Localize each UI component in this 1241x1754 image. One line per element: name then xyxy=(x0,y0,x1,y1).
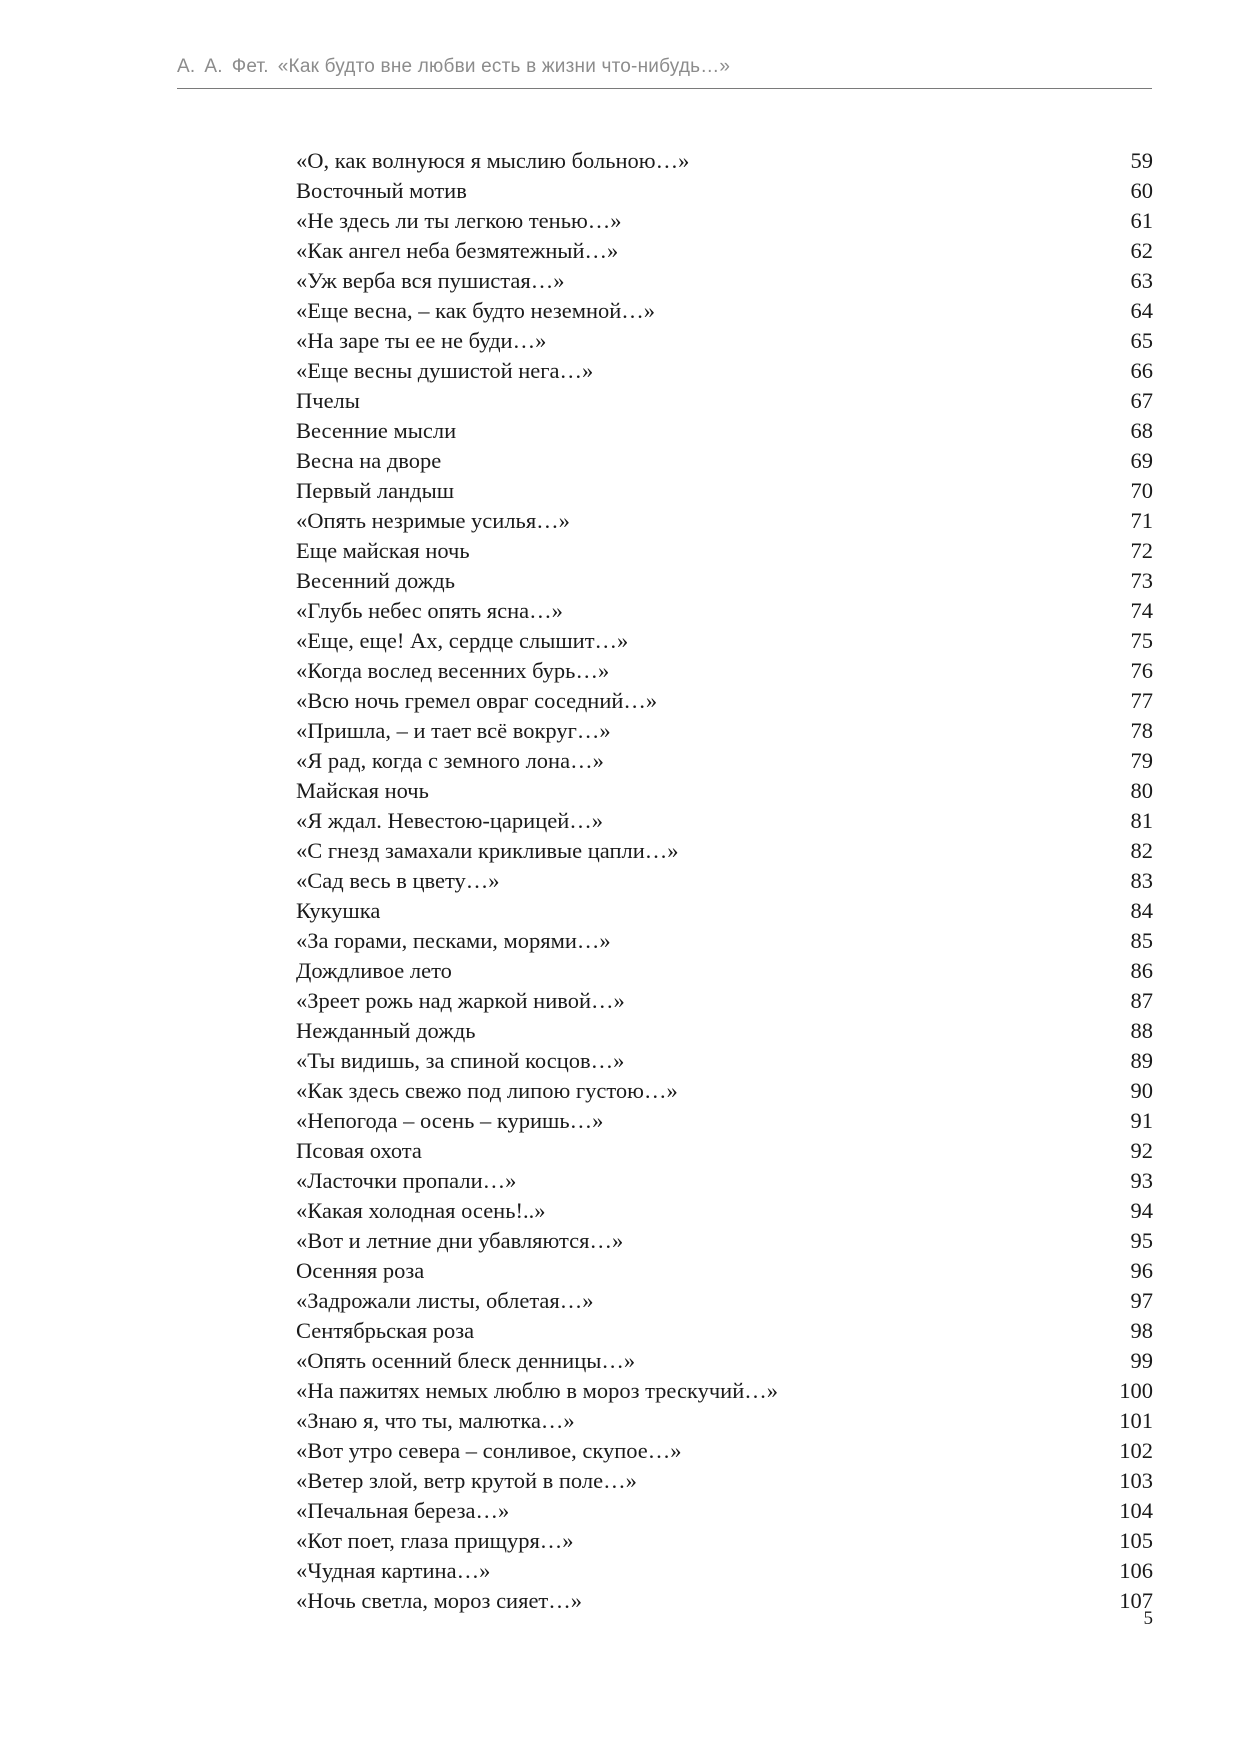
toc-entry-title: «Еще весна, – как будто неземной…» xyxy=(296,298,656,323)
toc-entry xyxy=(296,176,1153,206)
toc-entry xyxy=(296,536,1153,566)
toc-entry-page: 70 xyxy=(1130,478,1153,503)
running-header xyxy=(177,56,730,78)
toc-entry-page: 92 xyxy=(1130,1138,1153,1163)
toc-entry-page: 76 xyxy=(1130,658,1153,683)
toc-entry xyxy=(296,1016,1153,1046)
toc-entry-page: 66 xyxy=(1130,358,1153,383)
toc-entry-page: 77 xyxy=(1130,688,1153,713)
table-of-contents xyxy=(296,146,1153,1616)
toc-entry-page: 94 xyxy=(1130,1198,1153,1223)
toc-entry-title: «Ночь светла, мороз сияет…» xyxy=(296,1588,583,1613)
toc-entry-page: 105 xyxy=(1119,1528,1153,1553)
header-author: Фет. xyxy=(231,56,269,77)
header-initial-2: А. xyxy=(204,56,223,77)
toc-entry xyxy=(296,866,1153,896)
toc-entry xyxy=(296,1286,1153,1316)
toc-entry xyxy=(296,386,1153,416)
toc-entry-title: Еще майская ночь xyxy=(296,538,470,563)
toc-entry-title: «Кот поет, глаза прищуря…» xyxy=(296,1528,574,1553)
toc-entry xyxy=(296,1106,1153,1136)
toc-entry xyxy=(296,1316,1153,1346)
toc-entry xyxy=(296,236,1153,266)
toc-entry xyxy=(296,686,1153,716)
toc-entry-page: 90 xyxy=(1130,1078,1153,1103)
toc-entry xyxy=(296,986,1153,1016)
toc-entry-title: «Глубь небес опять ясна…» xyxy=(296,598,563,623)
toc-entry-title: «На заре ты ее не буди…» xyxy=(296,328,547,353)
toc-entry-page: 100 xyxy=(1119,1378,1153,1403)
toc-entry xyxy=(296,1526,1153,1556)
toc-entry-page: 89 xyxy=(1130,1048,1153,1073)
toc-entry-page: 72 xyxy=(1130,538,1153,563)
toc-entry-title: «Ветер злой, ветр крутой в поле…» xyxy=(296,1468,637,1493)
toc-entry-page: 96 xyxy=(1130,1258,1153,1283)
toc-entry xyxy=(296,1196,1153,1226)
toc-entry xyxy=(296,1586,1153,1616)
toc-entry xyxy=(296,596,1153,626)
toc-entry-page: 98 xyxy=(1130,1318,1153,1343)
toc-entry-title: «Еще весны душистой нега…» xyxy=(296,358,594,383)
toc-entry xyxy=(296,266,1153,296)
toc-entry-page: 84 xyxy=(1130,898,1153,923)
toc-entry-page: 71 xyxy=(1130,508,1153,533)
toc-entry xyxy=(296,446,1153,476)
toc-entry-title: «Зреет рожь над жаркой нивой…» xyxy=(296,988,625,1013)
page-number: 5 xyxy=(1143,1608,1153,1629)
toc-entry xyxy=(296,746,1153,776)
toc-entry-title: «Всю ночь гремел овраг соседний…» xyxy=(296,688,658,713)
toc-entry-title: «Как ангел неба безмятежный…» xyxy=(296,238,619,263)
toc-entry xyxy=(296,296,1153,326)
toc-entry xyxy=(296,1376,1153,1406)
toc-entry xyxy=(296,1256,1153,1286)
toc-entry-title: Осенняя роза xyxy=(296,1258,425,1283)
toc-entry-page: 103 xyxy=(1119,1468,1153,1493)
toc-entry-title: Пчелы xyxy=(296,388,360,413)
toc-entry xyxy=(296,416,1153,446)
toc-entry-page: 73 xyxy=(1130,568,1153,593)
toc-entry xyxy=(296,1076,1153,1106)
toc-entry-page: 62 xyxy=(1130,238,1153,263)
toc-entry xyxy=(296,1346,1153,1376)
toc-entry xyxy=(296,476,1153,506)
toc-entry-title: «Печальная береза…» xyxy=(296,1498,510,1523)
header-rule xyxy=(177,88,1152,89)
toc-entry xyxy=(296,656,1153,686)
toc-entry-page: 93 xyxy=(1130,1168,1153,1193)
toc-entry-title: «Какая холодная осень!..» xyxy=(296,1198,546,1223)
toc-entry xyxy=(296,776,1153,806)
header-book-title: «Как будто вне любви есть в жизни что-нибудь…» xyxy=(277,56,731,77)
toc-entry xyxy=(296,716,1153,746)
toc-entry-page: 97 xyxy=(1130,1288,1153,1313)
toc-entry xyxy=(296,956,1153,986)
toc-entry-page: 78 xyxy=(1130,718,1153,743)
toc-entry-page: 83 xyxy=(1130,868,1153,893)
toc-entry-title: «На пажитях немых люблю в мороз трескучий…» xyxy=(296,1378,778,1403)
toc-entry xyxy=(296,206,1153,236)
toc-entry-page: 79 xyxy=(1130,748,1153,773)
toc-entry-page: 60 xyxy=(1130,178,1153,203)
toc-entry xyxy=(296,806,1153,836)
toc-entry-title: «Пришла, – и тает всё вокруг…» xyxy=(296,718,611,743)
toc-entry xyxy=(296,626,1153,656)
toc-entry xyxy=(296,1466,1153,1496)
toc-entry-page: 74 xyxy=(1130,598,1153,623)
toc-entry-title: «Знаю я, что ты, малютка…» xyxy=(296,1408,575,1433)
toc-entry xyxy=(296,926,1153,956)
toc-entry-page: 82 xyxy=(1130,838,1153,863)
toc-entry-page: 87 xyxy=(1130,988,1153,1013)
toc-entry xyxy=(296,1406,1153,1436)
header-initial-1: А. xyxy=(177,56,196,77)
toc-entry-page: 61 xyxy=(1130,208,1153,233)
toc-entry-page: 81 xyxy=(1130,808,1153,833)
toc-entry-page: 69 xyxy=(1130,448,1153,473)
toc-entry-page: 65 xyxy=(1130,328,1153,353)
toc-entry-title: Дождливое лето xyxy=(296,958,452,983)
toc-entry-page: 80 xyxy=(1130,778,1153,803)
toc-entry-title: Кукушка xyxy=(296,898,381,923)
toc-entry xyxy=(296,566,1153,596)
toc-entry-title: «Сад весь в цвету…» xyxy=(296,868,500,893)
toc-entry-title: Весна на дворе xyxy=(296,448,442,473)
toc-entry xyxy=(296,1136,1153,1166)
toc-entry-title: «Вот и летние дни убавляются…» xyxy=(296,1228,624,1253)
toc-entry xyxy=(296,506,1153,536)
toc-entry xyxy=(296,146,1153,176)
toc-entry-title: «Чудная картина…» xyxy=(296,1558,491,1583)
toc-entry-title: Весенний дождь xyxy=(296,568,455,593)
toc-entry-title: Сентябрьская роза xyxy=(296,1318,475,1343)
toc-entry-page: 99 xyxy=(1130,1348,1153,1373)
toc-entry xyxy=(296,896,1153,926)
toc-entry xyxy=(296,1556,1153,1586)
toc-entry-title: «Задрожали листы, облетая…» xyxy=(296,1288,594,1313)
toc-entry-title: «Ласточки пропали…» xyxy=(296,1168,517,1193)
toc-entry-page: 67 xyxy=(1130,388,1153,413)
toc-entry xyxy=(296,1436,1153,1466)
toc-entry-title: «Вот утро севера – сонливое, скупое…» xyxy=(296,1438,682,1463)
toc-entry-page: 85 xyxy=(1130,928,1153,953)
toc-entry-page: 59 xyxy=(1130,148,1153,173)
toc-entry-page: 107 xyxy=(1119,1588,1153,1613)
toc-entry xyxy=(296,1166,1153,1196)
toc-entry-title: «Я рад, когда с земного лона…» xyxy=(296,748,604,773)
toc-entry-title: «Опять осенний блеск денницы…» xyxy=(296,1348,636,1373)
toc-entry-page: 86 xyxy=(1130,958,1153,983)
toc-entry-title: Псовая охота xyxy=(296,1138,422,1163)
toc-entry-title: «Ты видишь, за спиной косцов…» xyxy=(296,1048,625,1073)
toc-entry-title: «Я ждал. Невестою-царицей…» xyxy=(296,808,604,833)
toc-entry-page: 95 xyxy=(1130,1228,1153,1253)
toc-entry xyxy=(296,326,1153,356)
toc-entry-page: 91 xyxy=(1130,1108,1153,1133)
toc-entry-title: «Опять незримые усилья…» xyxy=(296,508,570,533)
toc-entry-title: «С гнезд замахали крикливые цапли…» xyxy=(296,838,679,863)
toc-entry-title: «За горами, песками, морями…» xyxy=(296,928,611,953)
toc-entry-page: 75 xyxy=(1130,628,1153,653)
toc-entry xyxy=(296,1496,1153,1526)
toc-entry-title: «О, как волнуюся я мыслию больною…» xyxy=(296,148,690,173)
toc-entry-page: 102 xyxy=(1119,1438,1153,1463)
toc-entry-title: Восточный мотив xyxy=(296,178,467,203)
toc-entry xyxy=(296,1046,1153,1076)
toc-entry xyxy=(296,356,1153,386)
toc-entry-title: «Не здесь ли ты легкою тенью…» xyxy=(296,208,622,233)
toc-entry-page: 101 xyxy=(1119,1408,1153,1433)
toc-entry-title: Весенние мысли xyxy=(296,418,457,443)
toc-entry xyxy=(296,1226,1153,1256)
toc-entry-page: 68 xyxy=(1130,418,1153,443)
toc-entry-page: 104 xyxy=(1119,1498,1153,1523)
toc-entry-page: 88 xyxy=(1130,1018,1153,1043)
toc-entry-title: «Как здесь свежо под липою густою…» xyxy=(296,1078,678,1103)
toc-entry-title: «Когда вослед весенних бурь…» xyxy=(296,658,610,683)
toc-entry-title: Нежданный дождь xyxy=(296,1018,476,1043)
toc-entry-page: 64 xyxy=(1130,298,1153,323)
toc-entry-page: 106 xyxy=(1119,1558,1153,1583)
toc-entry-page: 63 xyxy=(1130,268,1153,293)
toc-entry-title: «Уж верба вся пушистая…» xyxy=(296,268,565,293)
toc-entry-title: «Непогода – осень – куришь…» xyxy=(296,1108,604,1133)
toc-entry-title: Майская ночь xyxy=(296,778,429,803)
toc-entry xyxy=(296,836,1153,866)
toc-entry-title: Первый ландыш xyxy=(296,478,455,503)
toc-entry-title: «Еще, еще! Ах, сердце слышит…» xyxy=(296,628,629,653)
